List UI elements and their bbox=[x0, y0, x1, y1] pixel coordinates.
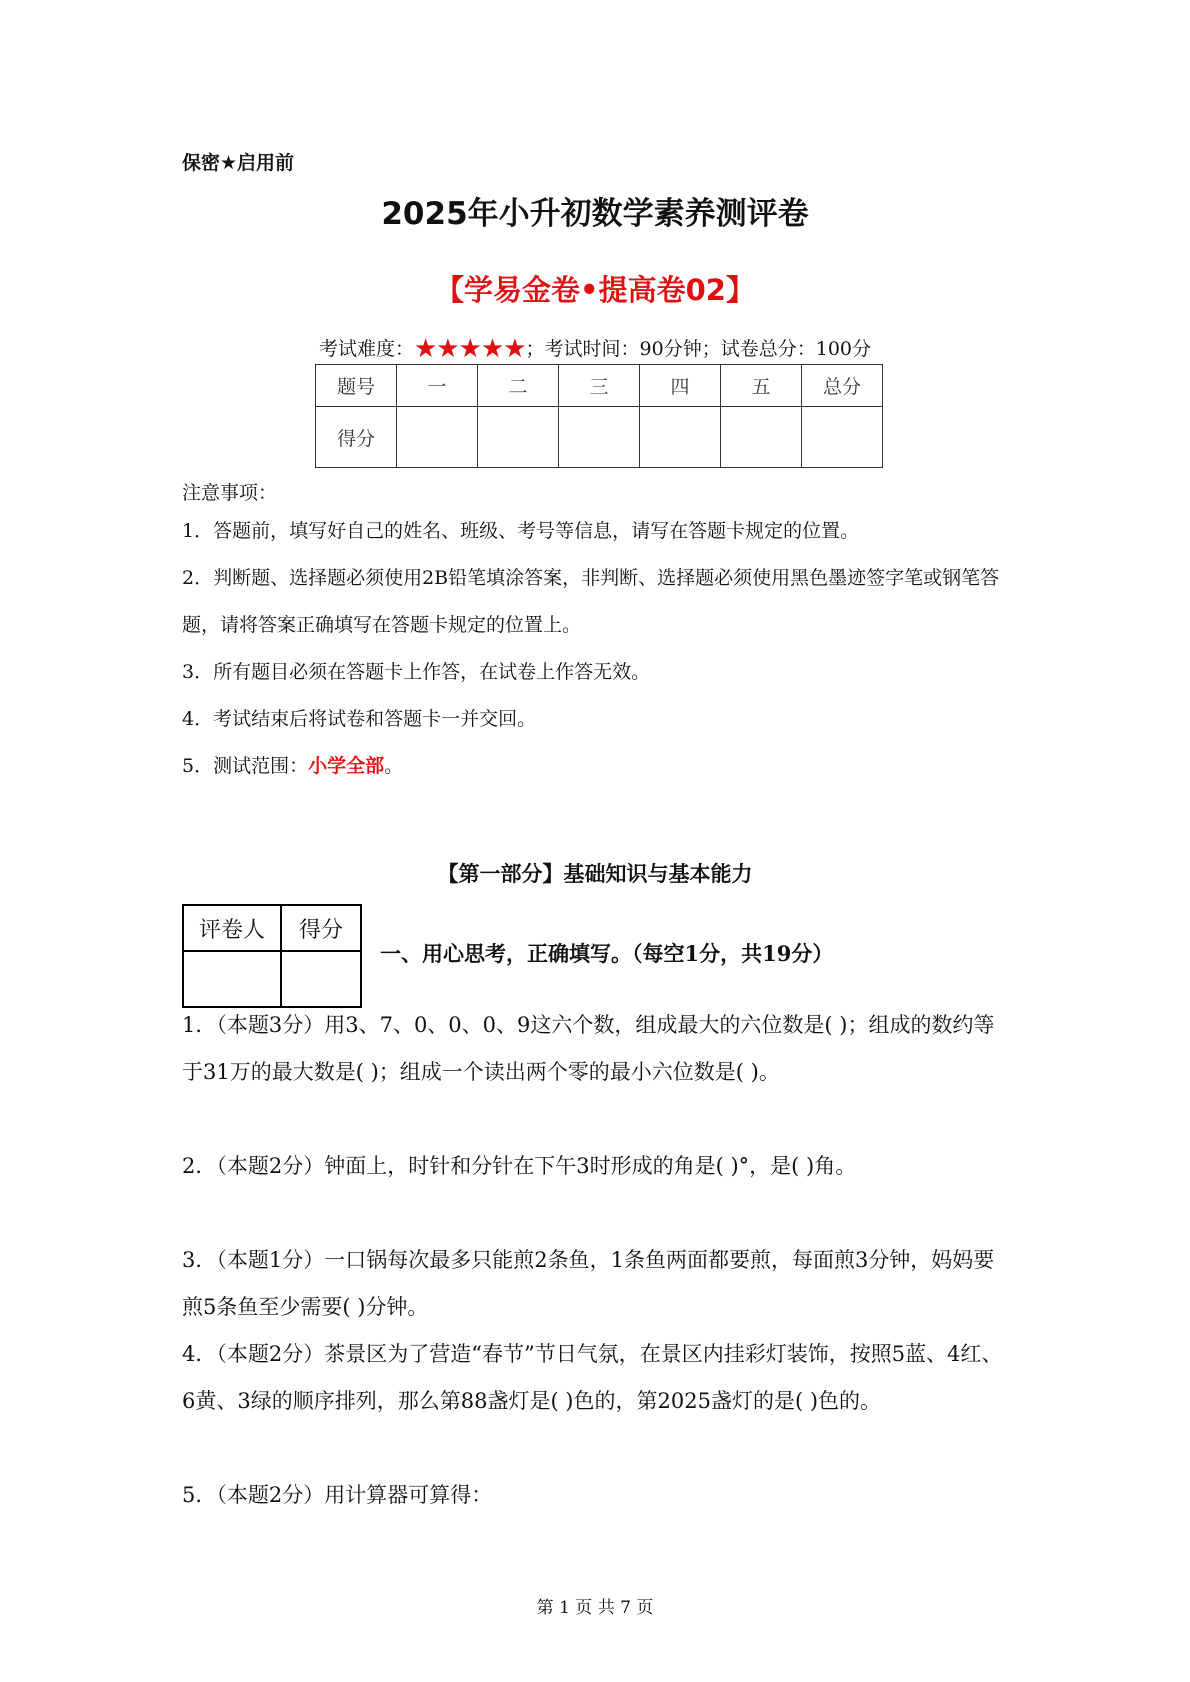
note-item: 4．考试结束后将试卷和答题卡一并交回。 bbox=[182, 708, 537, 730]
question-5: 5．（本题2分）用计算器可算得： bbox=[182, 1483, 493, 1507]
score-input-cell[interactable] bbox=[721, 407, 802, 468]
score-cell: 总分 bbox=[802, 365, 883, 407]
page-footer: 第 1 页 共 7 页 bbox=[536, 1598, 654, 1618]
score-table-score-row bbox=[316, 407, 883, 468]
grader-score-header: 得分 bbox=[281, 905, 361, 951]
note-item: 3．所有题目必须在答题卡上作答，在试卷上作答无效。 bbox=[182, 661, 651, 683]
score-input-cell[interactable] bbox=[559, 407, 640, 468]
exam-subtitle: 【学易金卷•提高卷02】 bbox=[435, 273, 755, 307]
difficulty-stars-icon: ★★★★★ bbox=[414, 334, 526, 364]
score-cell: 一 bbox=[397, 365, 478, 407]
exam-title: 2025年小升初数学素养测评卷 bbox=[381, 196, 809, 232]
grader-table bbox=[182, 904, 362, 1008]
note-5-suffix: 。 bbox=[384, 755, 404, 777]
score-cell: 三 bbox=[559, 365, 640, 407]
exam-meta: ；考试时间：90分钟；试卷总分：100分 bbox=[525, 338, 871, 360]
score-input-cell[interactable] bbox=[640, 407, 721, 468]
part-title: 【第一部分】基础知识与基本能力 bbox=[437, 862, 753, 886]
question-2: 2．（本题2分）钟面上，时针和分针在下午3时形成的角是( )°，是( )角。 bbox=[182, 1154, 857, 1178]
note-item bbox=[182, 743, 1012, 790]
score-cell: 题号 bbox=[316, 365, 397, 407]
question-3: 3．（本题1分）一口锅每次最多只能煎2条鱼，1条鱼两面都要煎，每面煎3分钟，妈妈要煎5条鱼至少需要( )分钟。 bbox=[182, 1248, 995, 1319]
note-item: 2．判断题、选择题必须使用2B铅笔填涂答案，非判断、选择题必须使用黑色墨迹签字笔或钢笔答题，请将答案正确填写在答题卡规定的位置上。 bbox=[182, 567, 1000, 636]
section-heading: 一、用心思考，正确填写。（每空1分，共19分） bbox=[380, 941, 834, 966]
grader-input-cell[interactable] bbox=[183, 951, 281, 1007]
difficulty-label: 考试难度： bbox=[318, 338, 414, 360]
confidential-label: 保密★启用前 bbox=[182, 152, 295, 174]
score-table bbox=[315, 364, 883, 468]
grader-header: 评卷人 bbox=[183, 905, 281, 951]
score-input-cell[interactable] bbox=[802, 407, 883, 468]
score-table-header-row bbox=[316, 365, 883, 407]
note-item: 1．答题前，填写好自己的姓名、班级、考号等信息，请写在答题卡规定的位置。 bbox=[182, 520, 860, 542]
note-5-prefix: 5．测试范围： bbox=[182, 755, 309, 777]
notes-title: 注意事项： bbox=[182, 482, 278, 504]
grader-score-input-cell[interactable] bbox=[281, 951, 361, 1007]
score-input-cell[interactable] bbox=[478, 407, 559, 468]
question-4: 4．（本题2分）茶景区为了营造“春节”节日气氛，在景区内挂彩灯装饰，按照5蓝、4红、6黄、3绿的顺序排列，那么第88盏灯是( )色的，第2025盏灯的是( )色的。 bbox=[182, 1342, 1003, 1413]
score-row-label: 得分 bbox=[316, 407, 397, 468]
score-input-cell[interactable] bbox=[397, 407, 478, 468]
question-1: 1．（本题3分）用3、7、0、0、0、9这六个数，组成最大的六位数是( )；组成的数约等于31万的最大数是( )；组成一个读出两个零的最小六位数是( )。 bbox=[182, 1013, 995, 1084]
score-cell: 五 bbox=[721, 365, 802, 407]
score-cell: 二 bbox=[478, 365, 559, 407]
note-5-highlight: 小学全部 bbox=[308, 755, 385, 777]
exam-info bbox=[0, 334, 1190, 364]
score-cell: 四 bbox=[640, 365, 721, 407]
